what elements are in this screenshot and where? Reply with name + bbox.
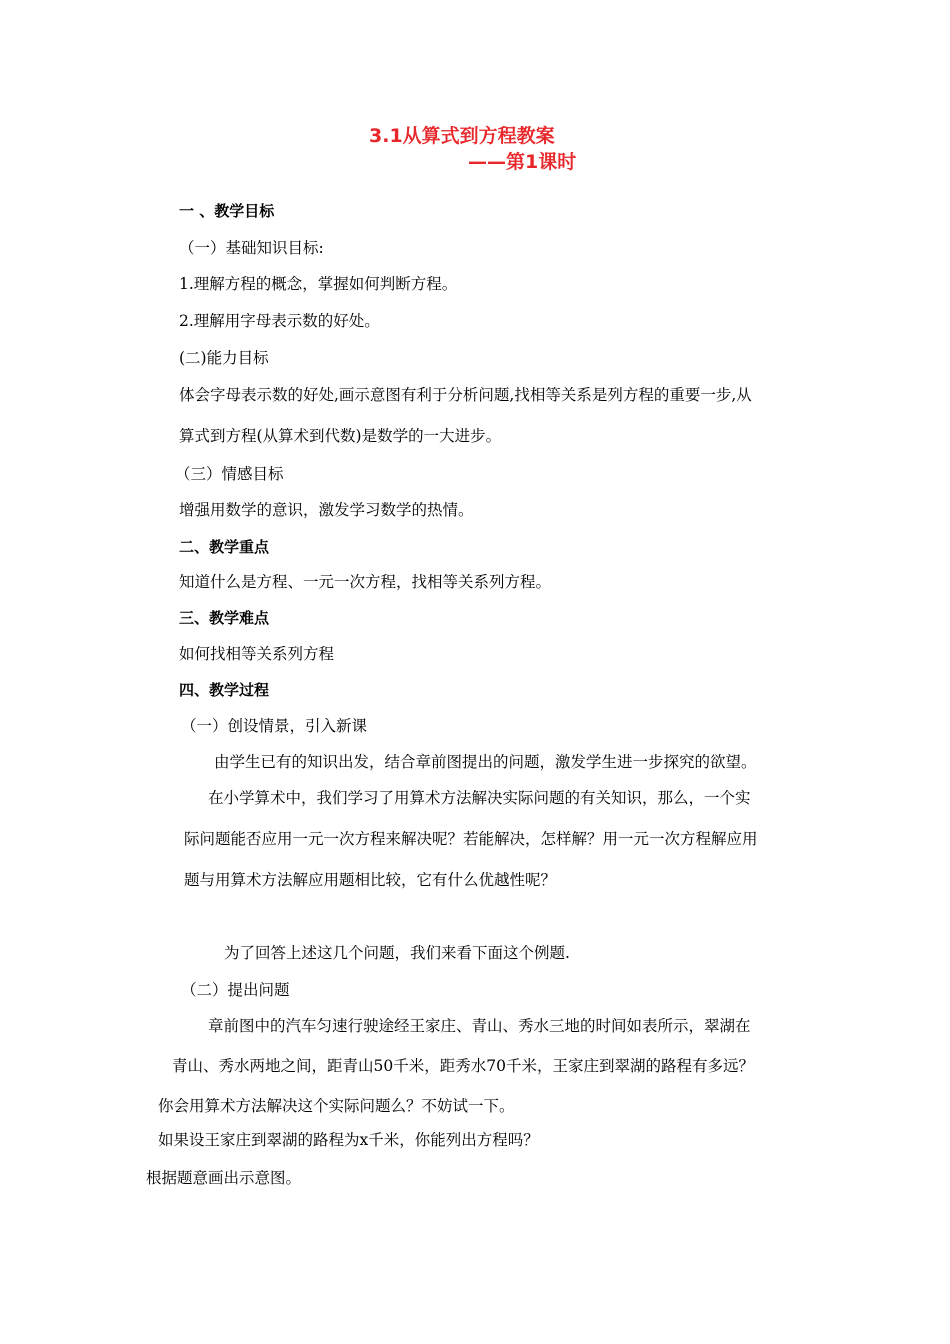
key-points-text: 知道什么是方程、一元一次方程，找相等关系列方程。 <box>179 573 552 591</box>
question-paragraph-1-line-2: 青山、秀水两地之间，距青山50千米，距秀水70千米，王家庄到翠湖的路程有多远？ <box>172 1057 754 1075</box>
subheading-raise-question: （二）提出问题 <box>181 981 290 999</box>
document-subtitle: ——第1课时 <box>468 151 577 173</box>
introduction-paragraph-3: 为了回答上述这几个问题，我们来看下面这个例题. <box>224 944 570 962</box>
emotion-goal-text: 增强用数学的意识，激发学习数学的热情。 <box>179 501 474 519</box>
introduction-paragraph-2-line-1: 在小学算术中，我们学习了用算术方法解决实际问题的有关知识，那么，一个实 <box>208 789 751 807</box>
introduction-paragraph-2-line-3: 题与用算术方法解应用题相比较，它有什么优越性呢？ <box>184 871 557 889</box>
subheading-knowledge-goals: （一）基础知识目标: <box>179 239 324 257</box>
ability-goal-text-line-2: 算式到方程(从算术到代数)是数学的一大进步。 <box>179 427 502 445</box>
introduction-paragraph-2-line-2: 际问题能否应用一元一次方程来解决呢？若能解决，怎样解？用一元一次方程解应用 <box>184 830 758 848</box>
question-paragraph-3: 如果设王家庄到翠湖的路程为x千米，你能列出方程吗？ <box>158 1131 539 1149</box>
section-heading-difficulties: 三、教学难点 <box>179 609 270 627</box>
section-heading-process: 四、教学过程 <box>179 681 270 699</box>
question-paragraph-1-line-1: 章前图中的汽车匀速行驶途经王家庄、青山、秀水三地的时间如表所示，翠湖在 <box>208 1017 751 1035</box>
knowledge-goal-1: 1.理解方程的概念，掌握如何判断方程。 <box>179 275 458 293</box>
subheading-emotion-goals: （三）情感目标 <box>175 465 284 483</box>
ability-goal-text-line-1: 体会字母表示数的好处,画示意图有利于分析问题,找相等关系是列方程的重要一步,从 <box>179 386 752 404</box>
section-heading-key-points: 二、教学重点 <box>179 538 270 556</box>
knowledge-goal-2: 2.理解用字母表示数的好处。 <box>179 312 380 330</box>
introduction-paragraph-1: 由学生已有的知识出发，结合章前图提出的问题，激发学生进一步探究的欲望。 <box>214 753 757 771</box>
document-title: 3.1从算式到方程教案 <box>369 125 555 147</box>
difficulties-text: 如何找相等关系列方程 <box>179 645 335 663</box>
question-paragraph-2: 你会用算术方法解决这个实际问题么？不妨试一下。 <box>158 1097 515 1115</box>
section-heading-objectives: 一 、教学目标 <box>179 202 275 220</box>
question-paragraph-4: 根据题意画出示意图。 <box>146 1169 302 1187</box>
subheading-ability-goals: (二)能力目标 <box>179 349 269 367</box>
subheading-introduction: （一）创设情景，引入新课 <box>181 717 368 735</box>
